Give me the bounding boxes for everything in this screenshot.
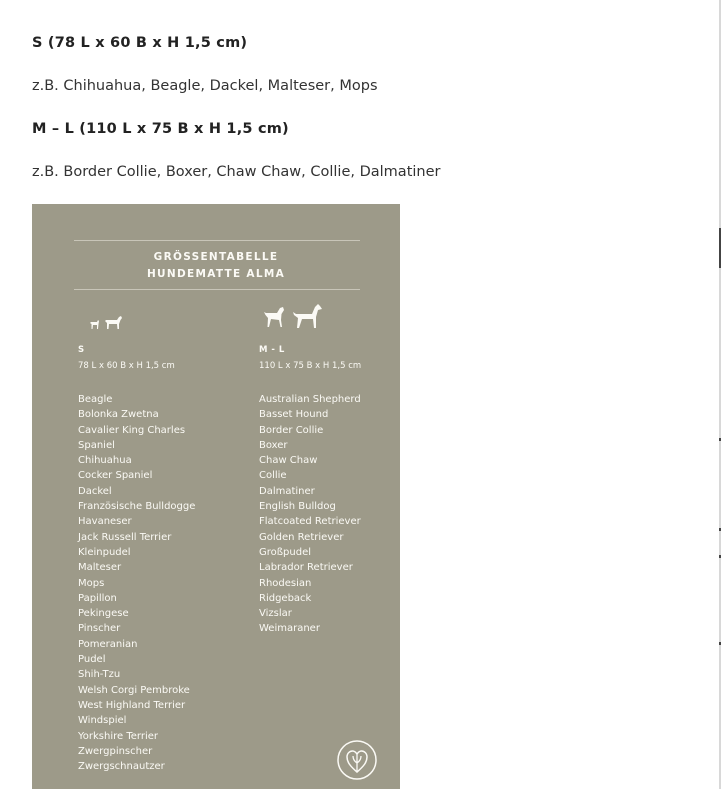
size-s-examples: z.B. Chihuahua, Beagle, Dackel, Malteser, Mops	[32, 78, 378, 94]
small-breed-item: West Highland Terrier	[78, 699, 186, 711]
size-ml-examples: z.B. Border Collie, Boxer, Chaw Chaw, Collie, Dalmatiner	[32, 164, 441, 180]
small-breed-item: Beagle	[78, 394, 113, 405]
small-breed-item: Pinscher	[78, 623, 121, 635]
size-s-breed-list	[78, 392, 195, 774]
small-breed-item: Chihuahua	[78, 455, 132, 467]
title-rule-top	[74, 240, 360, 241]
size-s-label: S	[78, 345, 85, 355]
large-breed-item: Collie	[259, 470, 287, 482]
poster-title-line2: HUNDEMATTE ALMA	[146, 268, 286, 280]
size-ml-breed-list	[259, 392, 361, 637]
small-breed-item: Papillon	[78, 592, 117, 604]
small-breed-item: Malteser	[78, 562, 122, 574]
small-breed-item: Cocker Spaniel	[78, 470, 153, 482]
large-breed-item: Weimaraner	[259, 623, 320, 635]
size-s-dimensions: 78 L x 60 B x H 1,5 cm	[78, 361, 175, 371]
large-breed-item: Ridgeback	[259, 592, 312, 604]
small-breed-item: Bolonka Zwetna	[78, 409, 159, 421]
large-breed-item: Basset Hound	[259, 409, 329, 421]
small-breed-item: Pudel	[78, 654, 106, 666]
small-breed-item: Shih-Tzu	[78, 669, 121, 681]
large-breed-item: Australian Shepherd	[259, 394, 361, 405]
size-ml-dimensions: 110 L x 75 B x H 1,5 cm	[259, 361, 362, 371]
small-breed-item: Zwergschnautzer	[78, 761, 165, 773]
small-breed-item: Cavalier King Charles	[78, 424, 186, 436]
small-breed-item: Jack Russell Terrier	[78, 531, 172, 543]
large-breed-item: Labrador Retriever	[259, 562, 353, 574]
large-breed-item: Flatcoated Retriever	[259, 516, 361, 528]
small-breed-item: Pomeranian	[78, 638, 138, 650]
small-dogs-icon	[88, 312, 128, 330]
large-breed-item: Boxer	[259, 439, 288, 451]
large-breed-item: Rhodesian	[259, 577, 312, 589]
small-breed-item: Zwergpinscher	[78, 745, 153, 757]
poster-title-line1: GRÖSSENTABELLE	[153, 251, 279, 263]
small-breed-item: Dackel	[78, 485, 112, 497]
small-breed-item: Spaniel	[78, 439, 115, 451]
title-rule-bottom	[74, 289, 360, 290]
large-breed-item: Dalmatiner	[259, 485, 315, 497]
large-breed-item: Golden Retriever	[259, 531, 344, 543]
large-breed-item: English Bulldog	[259, 501, 336, 513]
small-breed-item: Havaneser	[78, 516, 132, 528]
large-dogs-icon	[262, 302, 324, 330]
small-breed-item: Windspiel	[78, 715, 127, 727]
size-ml-label: M - L	[259, 345, 285, 355]
small-breed-item: Welsh Corgi Pembroke	[78, 684, 190, 696]
large-breed-item: Großpudel	[259, 546, 312, 558]
size-ml-column	[259, 345, 361, 637]
size-chart-image	[32, 204, 400, 789]
size-ml-heading: M – L (110 L x 75 B x H 1,5 cm)	[32, 121, 289, 137]
small-breed-item: Französische Bulldogge	[78, 501, 196, 513]
heart-leaf-logo-icon	[336, 739, 378, 781]
large-breed-item: Vizslar	[259, 608, 292, 620]
small-breed-item: Yorkshire Terrier	[78, 730, 158, 742]
small-breed-item: Kleinpudel	[78, 546, 131, 558]
large-breed-item: Border Collie	[259, 424, 324, 436]
size-s-heading: S (78 L x 60 B x H 1,5 cm)	[32, 35, 248, 51]
small-breed-item: Pekingese	[78, 608, 129, 620]
large-breed-item: Chaw Chaw	[259, 455, 318, 467]
size-s-column	[78, 345, 195, 774]
small-breed-item: Mops	[78, 577, 105, 589]
